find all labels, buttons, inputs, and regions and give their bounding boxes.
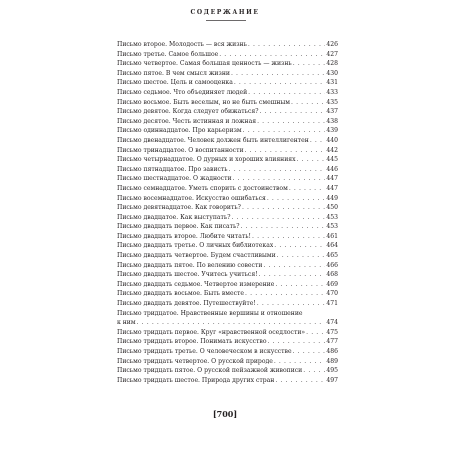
running-header: СОДЕРЖАНИЕ xyxy=(190,9,260,16)
folio-right-bracket: ] xyxy=(233,409,238,419)
toc-entry-title: Письмо тринадцатое. О воспитанности xyxy=(117,146,244,154)
toc-entry xyxy=(117,146,338,156)
toc-leader-dots xyxy=(293,347,326,357)
toc-entry xyxy=(117,366,338,376)
toc-leader-dots xyxy=(291,98,325,108)
toc-entry xyxy=(117,241,338,251)
toc-leader-dots xyxy=(297,155,326,165)
toc-entry-page: 426 xyxy=(326,41,338,48)
toc-leader-dots xyxy=(275,376,325,386)
toc-entry-page: 477 xyxy=(326,338,338,346)
toc-entry xyxy=(117,309,338,319)
toc-entry-page: 435 xyxy=(326,98,338,106)
toc-entry-page: 468 xyxy=(326,271,338,279)
toc-entry-page: 447 xyxy=(326,184,338,192)
toc-leader-dots xyxy=(229,165,326,175)
toc-entry-title: Письмо тридцать пятое. О русской пейзажной живописи xyxy=(117,367,303,375)
toc-entry xyxy=(117,40,338,50)
toc-leader-dots xyxy=(242,203,325,213)
toc-leader-dots xyxy=(263,261,325,271)
toc-entry xyxy=(117,347,338,357)
toc-entry-title: Письмо двадцать шестое. Учитесь учиться! xyxy=(117,271,258,279)
toc-entry-title: Письмо девятое. Когда следует обижаться? xyxy=(117,108,259,116)
toc-leader-dots xyxy=(241,222,326,232)
toc-entry-page: 453 xyxy=(326,223,338,231)
toc-entry-title: Письмо восьмое. Быть веселым, но не быть смешным xyxy=(117,98,291,106)
toc-entry xyxy=(117,117,338,127)
toc-entry-title: Письмо третье. Самое большое xyxy=(117,50,219,58)
toc-entry-page: 430 xyxy=(326,69,338,77)
toc-entry-title: Письмо двадцать третье. О личных библиотеках xyxy=(117,242,274,250)
toc-entry-title: к ним xyxy=(117,319,136,327)
toc-entry xyxy=(117,318,338,328)
toc-leader-dots xyxy=(231,69,325,79)
toc-leader-dots xyxy=(137,318,326,328)
toc-entry xyxy=(117,126,338,136)
toc-entry xyxy=(117,107,338,117)
toc-entry-title: Письмо тридцатое. Нравственные вершины и отношение xyxy=(117,309,303,317)
folio-left-bracket: [ xyxy=(212,409,217,419)
toc-leader-dots xyxy=(275,280,325,290)
toc-entry-title: Письмо двадцать первое. Как писать? xyxy=(117,223,240,231)
toc-leader-dots xyxy=(245,146,326,156)
toc-entry xyxy=(117,376,338,386)
toc-entry-title: Письмо пятнадцатое. Про зависть xyxy=(117,165,228,173)
toc-entry-title: Письмо семнадцатое. Уметь спорить с достоинством xyxy=(117,184,288,192)
toc-leader-dots xyxy=(232,213,326,223)
toc-entry-title: Письмо одиннадцатое. Про карьеризм xyxy=(117,127,242,135)
toc-entry-page: 442 xyxy=(326,146,338,154)
toc-entry xyxy=(117,69,338,79)
toc-entry-title: Письмо четырнадцатое. О дурных и хороших влияниях xyxy=(117,156,296,164)
toc-leader-dots xyxy=(257,299,326,309)
toc-entry xyxy=(117,337,338,347)
toc-entry-page: 431 xyxy=(326,79,338,87)
toc-entry-page: 445 xyxy=(326,156,338,164)
toc-entry xyxy=(117,213,338,223)
toc-entry-title: Письмо шестое. Цель и самооценка xyxy=(117,79,233,87)
toc-leader-dots xyxy=(259,270,326,280)
toc-entry-page: 495 xyxy=(326,367,338,375)
toc-entry-page: 437 xyxy=(326,108,338,116)
toc-entry-page: 438 xyxy=(326,117,338,125)
toc-entry-page: 470 xyxy=(326,290,338,298)
toc-entry-title: Письмо двадцать седьмое. Четвертое измерение xyxy=(117,280,275,288)
toc-entry-page: 469 xyxy=(326,280,338,288)
toc-entry xyxy=(117,203,338,213)
page-folio xyxy=(0,409,450,419)
toc-entry-title: Письмо седьмое. Что объединяет людей xyxy=(117,88,248,96)
toc-leader-dots xyxy=(233,174,326,184)
toc-entry xyxy=(117,270,338,280)
toc-entry-page: 428 xyxy=(326,60,338,68)
toc-entry-title: Письмо тридцать второе. Понимать искусство xyxy=(117,338,267,346)
toc-entry-page: 474 xyxy=(326,319,338,327)
toc-entry xyxy=(117,328,338,338)
toc-entry xyxy=(117,155,338,165)
toc-entry-page: 489 xyxy=(326,357,338,365)
toc-entry-page: 497 xyxy=(326,376,338,384)
toc-entry-title: Письмо восемнадцатое. Искусство ошибаться xyxy=(117,194,266,202)
header-rule xyxy=(206,20,246,21)
toc-entry xyxy=(117,357,338,367)
toc-leader-dots xyxy=(289,184,326,194)
toc-leader-dots xyxy=(293,59,326,69)
toc-entry-title: Письмо тридцать шестое. Природа других стран xyxy=(117,376,275,384)
toc-entry xyxy=(117,299,338,309)
toc-leader-dots xyxy=(234,78,326,88)
toc-entry xyxy=(117,280,338,290)
toc-entry-title: Письмо двадцать пятое. По велению совести xyxy=(117,261,263,269)
toc-entry xyxy=(117,78,338,88)
toc-entry-title: Письмо тридцать четвертое. О русской природе xyxy=(117,357,273,365)
toc-entry-page: 433 xyxy=(326,88,338,96)
toc-entry-title: Письмо двенадцатое. Человек должен быть интеллигентен xyxy=(117,136,309,144)
toc-entry xyxy=(117,174,338,184)
toc-entry xyxy=(117,50,338,60)
toc-entry-page: 475 xyxy=(326,328,338,336)
toc-entry-page: 447 xyxy=(326,175,338,183)
toc-leader-dots xyxy=(310,136,326,146)
toc-leader-dots xyxy=(248,88,325,98)
toc-entry xyxy=(117,251,338,261)
toc-entry-title: Письмо двадцать второе. Любите читать! xyxy=(117,232,251,240)
toc-entry xyxy=(117,289,338,299)
toc-entry-title: Письмо двадцать девятое. Путешествуйте! xyxy=(117,300,256,308)
toc-leader-dots xyxy=(274,357,326,367)
toc-leader-dots xyxy=(248,40,325,50)
toc-entry-title: Письмо шестнадцатое. О жадности xyxy=(117,175,232,183)
toc-entry-page: 466 xyxy=(326,261,338,269)
toc-entry-title: Письмо тридцать третье. О человеческом в искусстве xyxy=(117,348,292,355)
toc-leader-dots xyxy=(303,366,325,376)
toc-entry xyxy=(117,98,338,108)
toc-leader-dots xyxy=(252,232,325,242)
toc-entry xyxy=(117,194,338,204)
toc-entry xyxy=(117,232,338,242)
toc-entry xyxy=(117,88,338,98)
toc-entry-title: Письмо двадцать четвертое. Будем счастливыми xyxy=(117,252,276,260)
toc-leader-dots xyxy=(274,241,325,251)
toc-entry-page: 446 xyxy=(326,165,338,173)
toc-entry-page: 471 xyxy=(326,300,338,308)
toc-entry-title: Письмо тридцать первое. Круг «нравственной оседлости» xyxy=(117,328,306,336)
toc-entry-title: Письмо четвертое. Самая большая ценность — жизнь xyxy=(117,60,292,68)
toc-entry-page: 464 xyxy=(326,242,338,250)
toc-entry-title: Письмо двадцать восьмое. Быть вместе xyxy=(117,290,245,298)
toc-leader-dots xyxy=(257,117,325,127)
toc-entry-page: 465 xyxy=(326,252,338,260)
toc-leader-dots xyxy=(243,126,326,136)
toc-entry xyxy=(117,136,338,146)
table-of-contents xyxy=(117,40,338,385)
toc-entry-page: 449 xyxy=(326,194,338,202)
toc-entry-title: Письмо двадцатое. Как выступать? xyxy=(117,213,231,221)
toc-entry xyxy=(117,59,338,69)
toc-entry-title: Письмо второе. Молодость — вся жизнь xyxy=(117,41,247,48)
toc-entry-page: 453 xyxy=(326,213,338,221)
toc-entry xyxy=(117,184,338,194)
toc-leader-dots xyxy=(219,50,325,60)
toc-entry-title: Письмо девятнадцатое. Как говорить? xyxy=(117,204,241,212)
toc-entry-page: 427 xyxy=(326,50,338,58)
toc-entry-page: 486 xyxy=(326,348,338,355)
toc-entry-page: 461 xyxy=(326,232,338,240)
toc-entry-page: 439 xyxy=(326,127,338,135)
toc-entry-title: Письмо десятое. Честь истинная и ложная xyxy=(117,117,257,125)
toc-entry xyxy=(117,261,338,271)
toc-entry xyxy=(117,165,338,175)
toc-leader-dots xyxy=(245,289,325,299)
toc-leader-dots xyxy=(267,194,326,204)
toc-entry xyxy=(117,222,338,232)
toc-leader-dots xyxy=(260,107,326,117)
folio-page-number: 700 xyxy=(216,409,234,419)
toc-leader-dots xyxy=(268,337,326,347)
toc-entry-page: 450 xyxy=(326,204,338,212)
toc-leader-dots xyxy=(306,328,325,338)
toc-entry-title: Письмо пятое. В чем смысл жизни xyxy=(117,69,230,77)
toc-entry-page: 440 xyxy=(326,136,338,144)
toc-leader-dots xyxy=(277,251,326,261)
